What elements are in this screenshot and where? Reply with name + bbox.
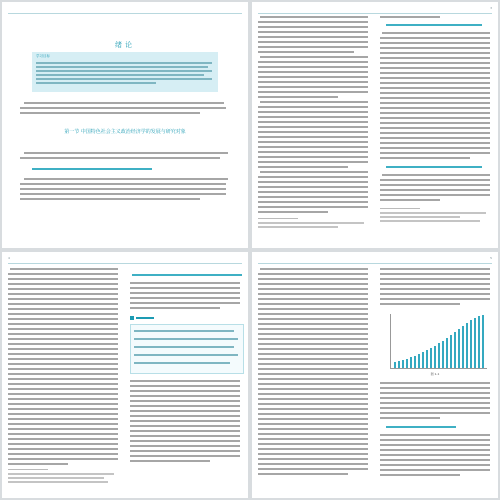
box-heading: 学习目标 [36,54,50,58]
page-header [8,6,242,13]
page-1 [2,2,248,248]
question-icon [130,316,134,320]
learning-objectives-box [32,52,218,92]
page-2 [252,2,498,248]
section-title: 第一节 中国特色社会主义政治经济学的发展与研究对象 [64,129,186,135]
page-number: 5 [490,256,492,260]
figure-caption: 图 1-1 [430,372,440,376]
page-3 [2,252,248,498]
page-4 [252,252,498,498]
page-header [258,256,492,263]
chapter-title: 绪论 [115,41,135,49]
page-header [258,6,492,13]
page-number: 3 [490,6,492,10]
page-number: 4 [8,256,10,260]
page-header [8,256,242,263]
figure-chart [390,314,487,369]
